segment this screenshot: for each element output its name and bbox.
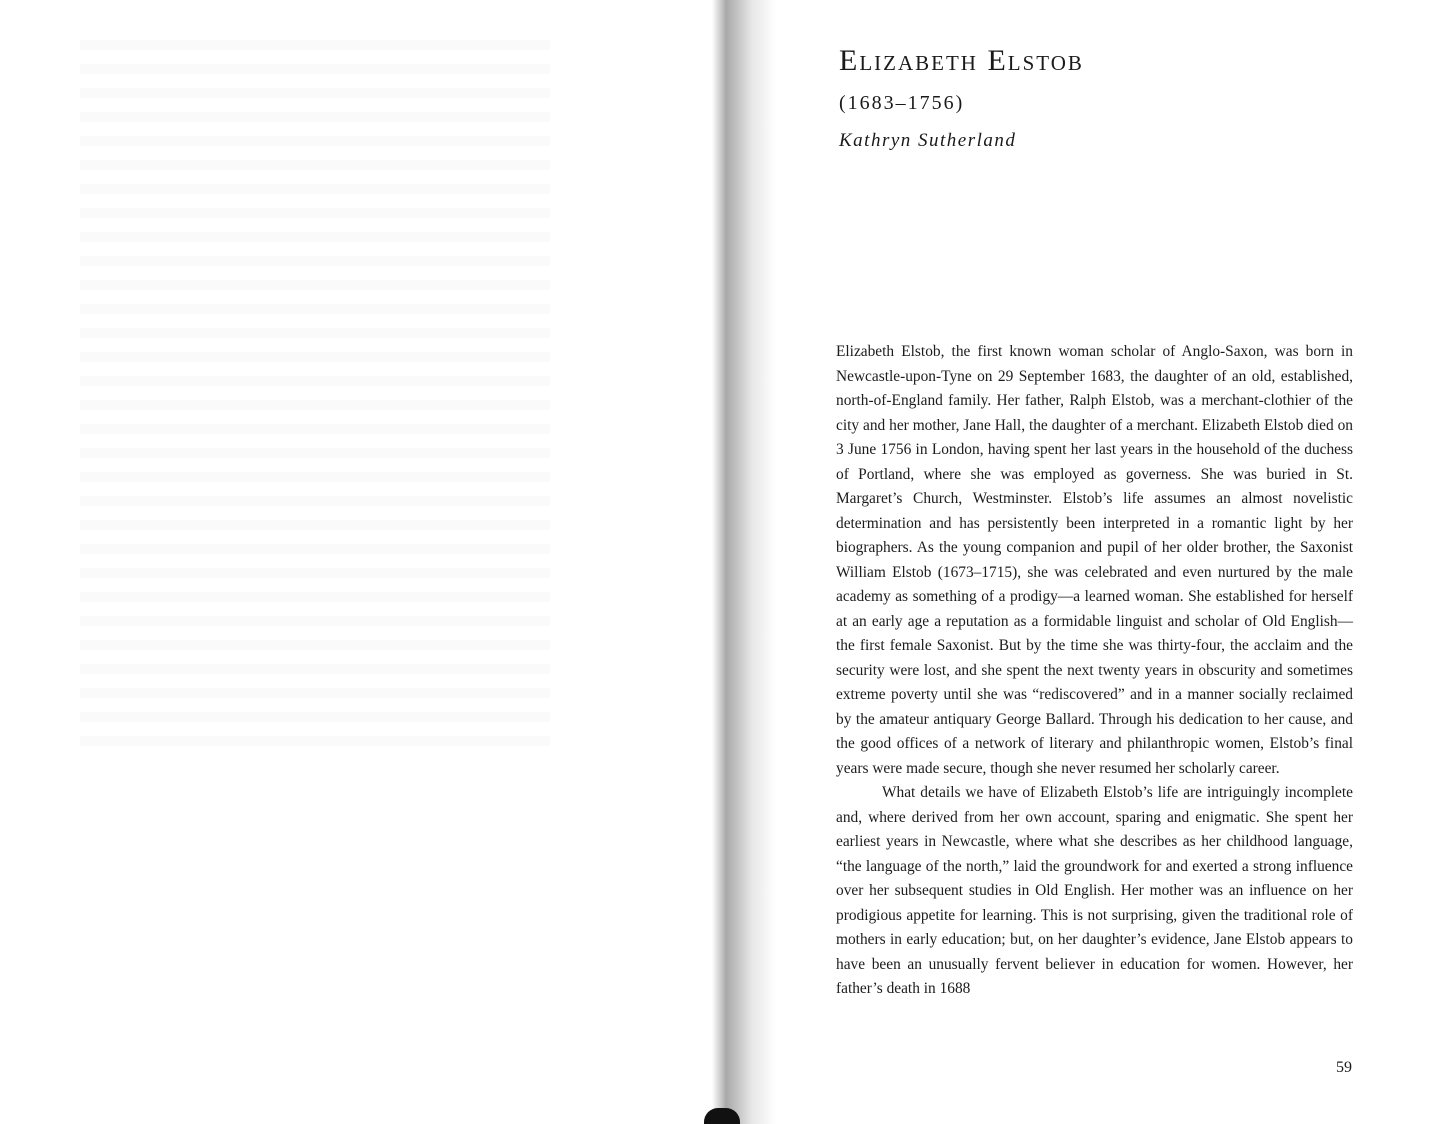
book-gutter-shadow <box>712 0 776 1124</box>
chapter-heading <box>839 40 1379 156</box>
chapter-author: Kathryn Sutherland <box>839 130 1017 151</box>
chapter-dates: (1683–1756) <box>839 92 965 114</box>
show-through-texture <box>80 40 550 760</box>
spine-edge-shadow <box>704 1108 740 1124</box>
body-text <box>836 340 1353 1002</box>
paragraph-2: What details we have of Elizabeth Elstob’s life are intriguingly incomplete and, where derived from her own account, sparing and enigmatic. She spent her earliest years in Newcastle, where what she describes as her childhood language, “the language of the north,” laid the groundwork for and exerted a strong influence over her subsequent studies in Old English. Her mother was an influence on her prodigious appetite for learning. This is not surprising, given the traditional role of mothers in early education; but, on her daughter’s evidence, Jane Elstob appears to have been an unusually fervent believer in education for women. However, her father’s death in 1688 <box>836 784 1353 997</box>
chapter-title: Elizabeth Elstob <box>839 44 1084 77</box>
page-number: 59 <box>1336 1059 1352 1076</box>
paragraph-1: Elizabeth Elstob, the first known woman scholar of Anglo-Saxon, was born in Newcastle-upon-Tyne on 29 September 1683, the daughter of an old, established, north-of-England family. Her father, Ralph Elstob, was a merchant-clothier of the city and her mother, Jane Hall, the daughter of a merchant. Elizabeth Elstob died on 3 June 1756 in London, having spent her last years in the household of the duchess of Portland, where she was employed as governess. She was buried in St. Margaret’s Church, Westminster. Elstob’s life assumes an almost novelistic determination and has persistently been interpreted in a romantic light by her biographers. As the young companion and pupil of her older brother, the Saxonist William Elstob (1673–1715), she was celebrated and even nurtured by the male academy as something of a prodigy—a learned woman. She established for herself at an early age a reputation as a formidable linguist and scholar of Old English—the first female Saxonist. But by the time she was thirty-four, the acclaim and the security were lost, and she spent the next twenty years in obscurity and sometimes extreme poverty until she was “rediscovered” and in a manner socially reclaimed by the amateur antiquary George Ballard. Through his dedication to her cause, and the good offices of a network of literary and philanthropic women, Elstob’s final years were made secure, though she never resumed her scholarly career. <box>836 343 1353 777</box>
left-page-blank <box>0 0 712 1124</box>
